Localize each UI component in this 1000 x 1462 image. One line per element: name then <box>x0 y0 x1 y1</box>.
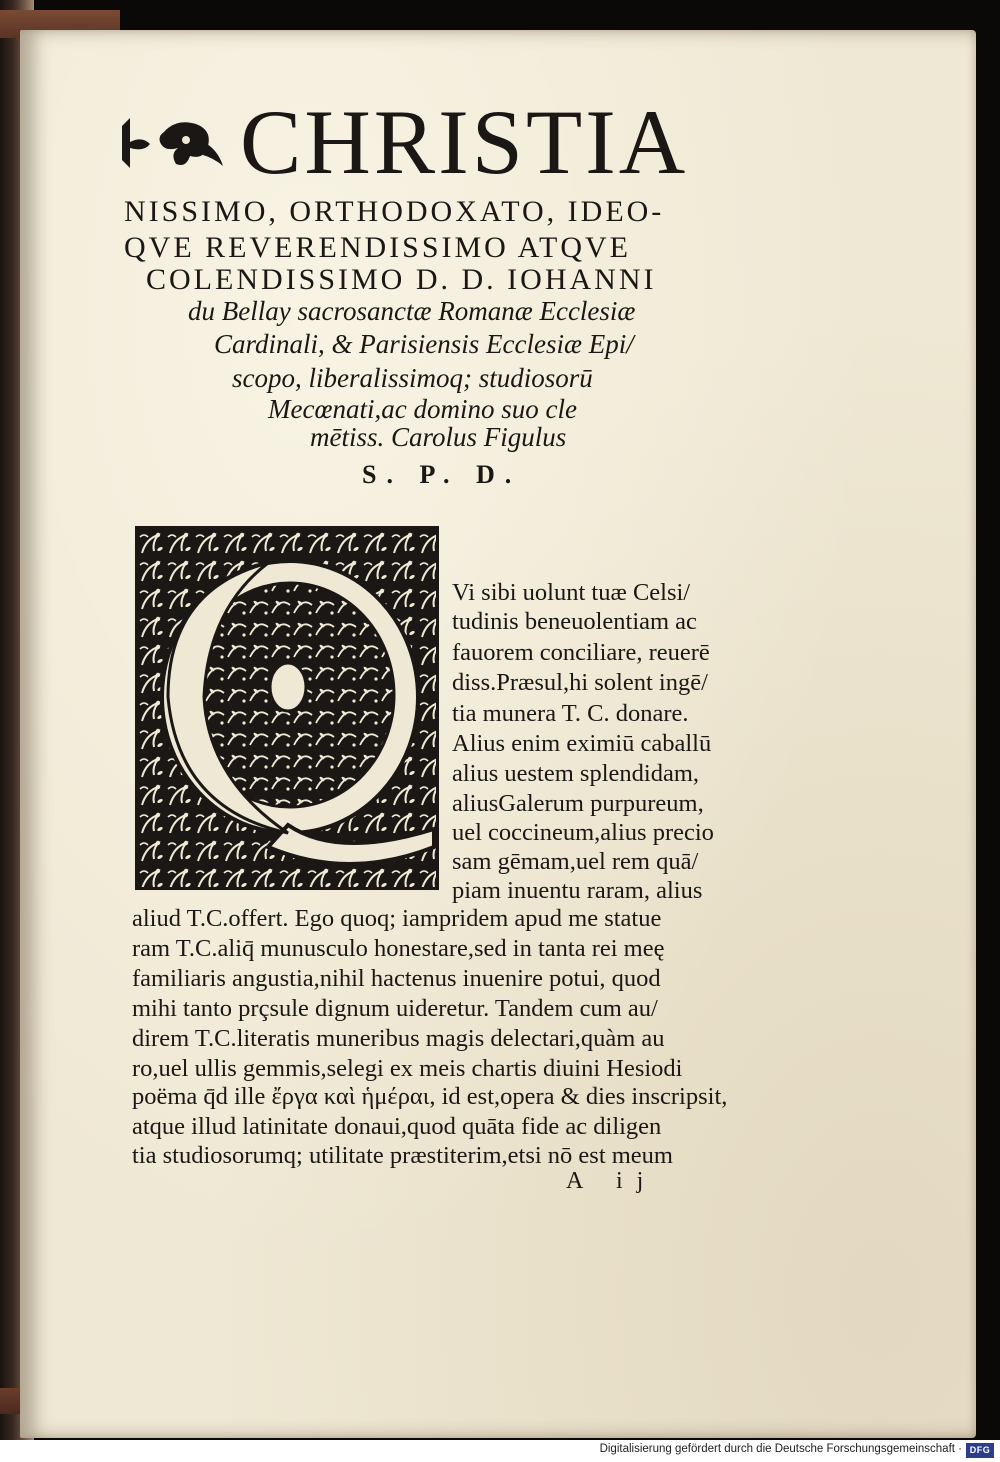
text-line: sam gēmam,uel rem quā/ <box>452 848 699 875</box>
text-line: atque illud latinitate donaui,quod quāta fide ac diligen <box>132 1113 662 1140</box>
dedication-line-1: du Bellay sacrosanctæ Romanæ Ecclesiæ <box>188 296 636 326</box>
caps-line-3: COLENDISSIMO D. D. IOHANNI <box>146 263 657 296</box>
decorated-initial-q <box>135 526 439 890</box>
dedication-line-3: scopo, liberalissimoq; studiosorū <box>232 363 593 393</box>
text-line: poëma q̄d ille ἔργα καὶ ἡμέραι, id est,opera & dies inscripsit, <box>132 1083 728 1110</box>
printers-ornament-icon <box>120 112 225 174</box>
text-line: Vi sibi uolunt tuæ Celsi/ <box>452 579 691 606</box>
dedication-line-4: Mecœnati,ac domino suo cle <box>268 394 577 424</box>
page-title: CHRISTIA <box>240 91 689 193</box>
text-line: uel coccineum,alius precio <box>452 819 714 846</box>
text-line: familiaris angustia,nihil hactenus inuenire potui, quod <box>132 965 661 992</box>
caps-line-2: QVE REVERENDISSIMO ATQVE <box>124 231 631 264</box>
text-line: ro,uel ullis gemmis,selegi ex meis chartis diuini Hesiodi <box>132 1055 683 1082</box>
dedication-line-2: Cardinali, & Parisiensis Ecclesiæ Epi/ <box>214 329 634 359</box>
text-line: mihi tanto prçsule dignum uideretur. Tandem cum au/ <box>132 995 658 1022</box>
signature-mark: A ij <box>566 1168 658 1194</box>
text-line: aliud T.C.offert. Ego quoq; iampridem apud me statue <box>132 905 662 932</box>
text-line: ram T.C.aliq̄ munusculo honestare,sed in tanta rei meę <box>132 935 665 962</box>
text-line: piam inuentu raram, alius <box>452 877 703 904</box>
funding-credit[interactable]: Digitalisierung gefördert durch die Deutsche Forschungsgemeinschaft · <box>599 1443 962 1455</box>
text-line: Alius enim eximiū caballū <box>452 730 712 757</box>
dfg-logo-icon[interactable]: DFG <box>966 1443 994 1458</box>
salutation: S. P. D. <box>362 460 522 489</box>
text-line: alius uestem splendidam, <box>452 760 699 787</box>
text-line: aliusGalerum purpureum, <box>452 790 704 817</box>
footer-bar <box>0 1440 1000 1462</box>
dedication-line-5: mētiss. Carolus Figulus <box>310 422 567 452</box>
text-line: tia munera T. C. donare. <box>452 700 689 727</box>
text-line: diss.Præsul,hi solent ingē/ <box>452 669 708 696</box>
text-line: fauorem conciliare, reuerē <box>452 639 710 666</box>
text-line: tudinis beneuolentiam ac <box>452 608 697 635</box>
text-line: tia studiosorumq; utilitate præstiterim,etsi nō est meum <box>132 1142 673 1169</box>
text-line: direm T.C.literatis muneribus magis delectari,quàm au <box>132 1025 665 1052</box>
caps-line-1: NISSIMO, ORTHODOXATO, IDEO- <box>124 195 665 228</box>
